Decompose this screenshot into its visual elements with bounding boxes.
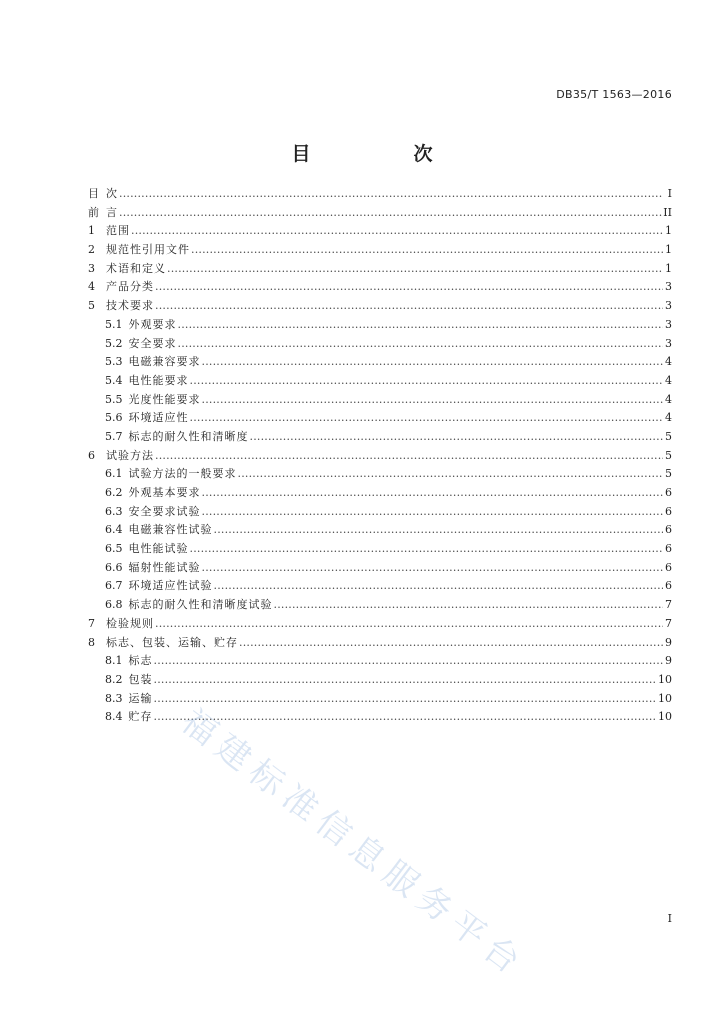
toc-entry-page: 10 — [658, 691, 672, 705]
dot-leader — [202, 353, 664, 372]
toc-entry-label: 电磁兼容要求 — [128, 355, 201, 369]
toc-entry-number: 5.7 — [105, 429, 123, 443]
toc-entry[interactable] — [88, 503, 672, 522]
dot-leader — [202, 391, 664, 410]
toc-entry-page: II — [663, 205, 672, 219]
toc-entry[interactable] — [88, 652, 672, 671]
toc-entry[interactable] — [88, 484, 672, 503]
toc-entry[interactable] — [88, 316, 672, 335]
toc-entry-page: 9 — [665, 654, 672, 668]
toc-entry-label: 贮存 — [128, 710, 153, 724]
toc-entry-page: 3 — [665, 280, 672, 294]
toc-entry-page: 6 — [665, 523, 672, 537]
dot-leader — [155, 297, 663, 316]
toc-entry[interactable] — [88, 204, 672, 223]
toc-entry-number: 6.1 — [105, 467, 123, 481]
toc-entry-page: 3 — [665, 317, 672, 331]
dot-leader — [238, 465, 664, 484]
toc-entry-page: 6 — [665, 560, 672, 574]
dot-leader — [250, 428, 664, 447]
dot-leader — [119, 204, 662, 223]
toc-entry-number: 5.3 — [105, 355, 123, 369]
toc-entry[interactable] — [88, 428, 672, 447]
toc-entry-number: 8.3 — [105, 691, 123, 705]
toc-entry-label: 外观要求 — [128, 317, 177, 331]
toc-entry-page: 7 — [665, 598, 672, 612]
toc-entry-number: 4 — [88, 280, 95, 294]
toc-entry-page: 1 — [665, 243, 672, 257]
toc-entry-label: 安全要求 — [128, 336, 177, 350]
toc-entry-label: 言 — [106, 205, 118, 219]
toc-entry-number: 8.4 — [105, 710, 123, 724]
toc-entry-label: 电磁兼容性试验 — [128, 523, 213, 537]
dot-leader — [191, 241, 663, 260]
dot-leader — [214, 577, 664, 596]
toc-entry[interactable] — [88, 465, 672, 484]
table-of-contents — [88, 185, 672, 727]
toc-entry-page: 1 — [665, 261, 672, 275]
dot-leader — [202, 484, 664, 503]
toc-entry-number: 5.2 — [105, 336, 123, 350]
toc-entry-label: 包装 — [128, 672, 153, 686]
toc-entry-label: 试验方法 — [106, 448, 154, 462]
toc-entry-page: 6 — [665, 504, 672, 518]
toc-entry[interactable] — [88, 671, 672, 690]
toc-entry-page: 3 — [665, 299, 672, 313]
toc-entry-number: 5.5 — [105, 392, 123, 406]
toc-entry-page: 5 — [665, 448, 672, 462]
toc-entry-label: 安全要求试验 — [128, 504, 201, 518]
toc-entry[interactable] — [88, 372, 672, 391]
dot-leader — [154, 690, 658, 709]
toc-entry-number: 8 — [88, 635, 95, 649]
dot-leader — [202, 503, 664, 522]
toc-entry-number: 6.7 — [105, 579, 123, 593]
toc-entry-number: 6 — [88, 448, 95, 462]
toc-entry-label: 产品分类 — [106, 280, 154, 294]
toc-entry-label: 电性能试验 — [128, 542, 189, 556]
dot-leader — [155, 447, 663, 466]
dot-leader — [202, 559, 664, 578]
toc-entry-label: 标志 — [128, 654, 153, 668]
toc-entry-number: 6.3 — [105, 504, 123, 518]
dot-leader — [154, 671, 658, 690]
toc-entry-number: 6.8 — [105, 598, 123, 612]
dot-leader — [178, 316, 664, 335]
dot-leader — [274, 596, 664, 615]
toc-entry[interactable] — [88, 596, 672, 615]
toc-entry-label: 范围 — [106, 224, 130, 238]
dot-leader — [155, 615, 663, 634]
page-title: 目 次 — [291, 143, 475, 165]
toc-entry[interactable] — [88, 690, 672, 709]
toc-entry[interactable] — [88, 447, 672, 466]
toc-entry[interactable] — [88, 185, 672, 204]
toc-entry[interactable] — [88, 540, 672, 559]
toc-entry-page: 4 — [665, 355, 672, 369]
toc-entry-label: 标志的耐久性和清晰度 — [128, 429, 249, 443]
page-number: I — [667, 912, 672, 925]
toc-entry-number: 7 — [88, 616, 95, 630]
dot-leader — [190, 372, 664, 391]
toc-entry[interactable] — [88, 241, 672, 260]
toc-entry-page: 4 — [665, 392, 672, 406]
toc-entry-number: 目 — [88, 187, 99, 200]
dot-leader — [167, 260, 663, 279]
toc-entry[interactable] — [88, 615, 672, 634]
toc-entry[interactable] — [88, 335, 672, 354]
toc-entry-label: 规范性引用文件 — [106, 243, 190, 257]
toc-entry-label: 标志的耐久性和清晰度试验 — [128, 598, 273, 612]
toc-entry[interactable] — [88, 708, 672, 727]
toc-entry-page: 6 — [665, 579, 672, 593]
toc-entry-page: 10 — [658, 710, 672, 724]
toc-entry[interactable] — [88, 260, 672, 279]
toc-entry-number: 2 — [88, 243, 95, 257]
toc-entry-page: 6 — [665, 542, 672, 556]
toc-entry-page: 1 — [665, 224, 672, 238]
toc-entry-page: 4 — [665, 373, 672, 387]
toc-entry-page: 3 — [665, 336, 672, 350]
toc-entry-number: 5.4 — [105, 373, 123, 387]
toc-entry-page: 10 — [658, 672, 672, 686]
toc-entry-number: 8.2 — [105, 672, 123, 686]
dot-leader — [154, 652, 664, 671]
toc-entry-label: 电性能要求 — [128, 373, 189, 387]
toc-entry[interactable] — [88, 297, 672, 316]
toc-entry-label: 次 — [106, 187, 118, 200]
toc-entry[interactable] — [88, 559, 672, 578]
dot-leader — [155, 278, 663, 297]
watermark: 福建标准信息服务平台 — [173, 701, 534, 987]
toc-entry-number: 6.2 — [105, 486, 123, 499]
dot-leader — [190, 409, 664, 428]
toc-entry-page: 5 — [665, 467, 672, 481]
toc-entry-label: 环境适应性 — [128, 411, 189, 425]
dot-leader — [214, 521, 664, 540]
toc-entry-number: 5.6 — [105, 411, 123, 425]
toc-entry-number: 1 — [88, 224, 95, 238]
toc-entry-number: 前 — [88, 205, 99, 219]
toc-entry-page: 9 — [665, 635, 672, 649]
toc-entry[interactable] — [88, 353, 672, 372]
dot-leader — [239, 634, 663, 653]
toc-entry-number: 6.5 — [105, 542, 123, 556]
toc-entry-page: I — [667, 187, 672, 200]
toc-entry[interactable] — [88, 222, 672, 241]
toc-entry-number: 5 — [88, 299, 95, 313]
dot-leader — [178, 335, 664, 354]
toc-entry-label: 标志、包装、运输、贮存 — [106, 635, 238, 649]
toc-entry-page: 6 — [665, 486, 672, 499]
toc-entry-label: 外观基本要求 — [128, 486, 201, 499]
toc-entry-number: 8.1 — [105, 654, 123, 668]
toc-entry[interactable] — [88, 577, 672, 596]
document-code: DB35/T 1563—2016 — [556, 88, 672, 101]
dot-leader — [119, 185, 663, 204]
toc-entry-label: 技术要求 — [106, 299, 154, 313]
toc-entry[interactable] — [88, 391, 672, 410]
toc-entry[interactable] — [88, 634, 672, 653]
toc-entry-page: 5 — [665, 429, 672, 443]
toc-entry-number: 6.6 — [105, 560, 123, 574]
toc-entry-number: 3 — [88, 261, 95, 275]
toc-entry-page: 4 — [665, 411, 672, 425]
toc-entry[interactable] — [88, 409, 672, 428]
dot-leader — [190, 540, 664, 559]
toc-entry[interactable] — [88, 278, 672, 297]
toc-entry-label: 环境适应性试验 — [128, 579, 213, 593]
toc-entry-label: 试验方法的一般要求 — [128, 467, 237, 481]
toc-entry-number: 6.4 — [105, 523, 123, 537]
toc-entry-label: 术语和定义 — [106, 261, 166, 275]
toc-entry-label: 辐射性能试验 — [128, 560, 201, 574]
toc-entry-label: 运输 — [128, 691, 153, 705]
dot-leader — [131, 222, 663, 241]
toc-entry[interactable] — [88, 521, 672, 540]
toc-entry-label: 检验规则 — [106, 616, 154, 630]
toc-entry-page: 7 — [665, 616, 672, 630]
toc-entry-number: 5.1 — [105, 317, 123, 331]
toc-entry-label: 光度性能要求 — [128, 392, 201, 406]
